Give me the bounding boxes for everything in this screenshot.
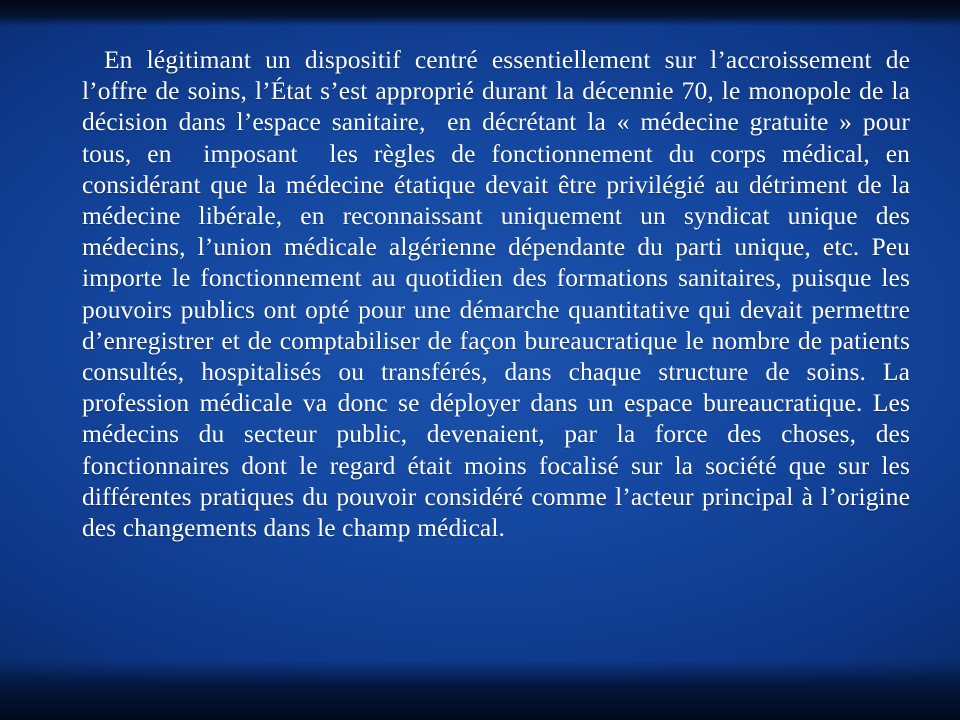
slide-body-text: En légitimant un dispositif centré essentiellement sur l’accroissement de l’offre de soins, l’État s’est approprié durant la décennie 70, le monopole de la décision dans l’espace sanitaire, en décrétant la « médecine gratuite » pour tous, en imposant les règles de fonctionnement du corps médical, en considérant que la médecine étatique devait être privilégié au détriment de la médecine libérale, en reconnaissant uniquement un syndicat unique des médecins, l’union médicale algérienne dépendante du parti unique, etc. Peu importe le fonctionnement au quotidien des formations sanitaires, puisque les pouvoirs publics ont opté pour une démarche quantitative qui devait permettre d’enregistrer et de comptabiliser de façon bureaucratique le nombre de patients consultés, hospitalisés ou transférés, dans chaque structure de soins. La profession médicale va donc se déployer dans un espace bureaucratique. Les médecins du secteur public, devenaient, par la force des choses, des fonctionnaires dont le regard était moins focalisé sur la société que sur les différentes pratiques du pouvoir considéré comme l’acteur principal à l’origine des changements dans le champ médical.	[82, 45, 917, 543]
